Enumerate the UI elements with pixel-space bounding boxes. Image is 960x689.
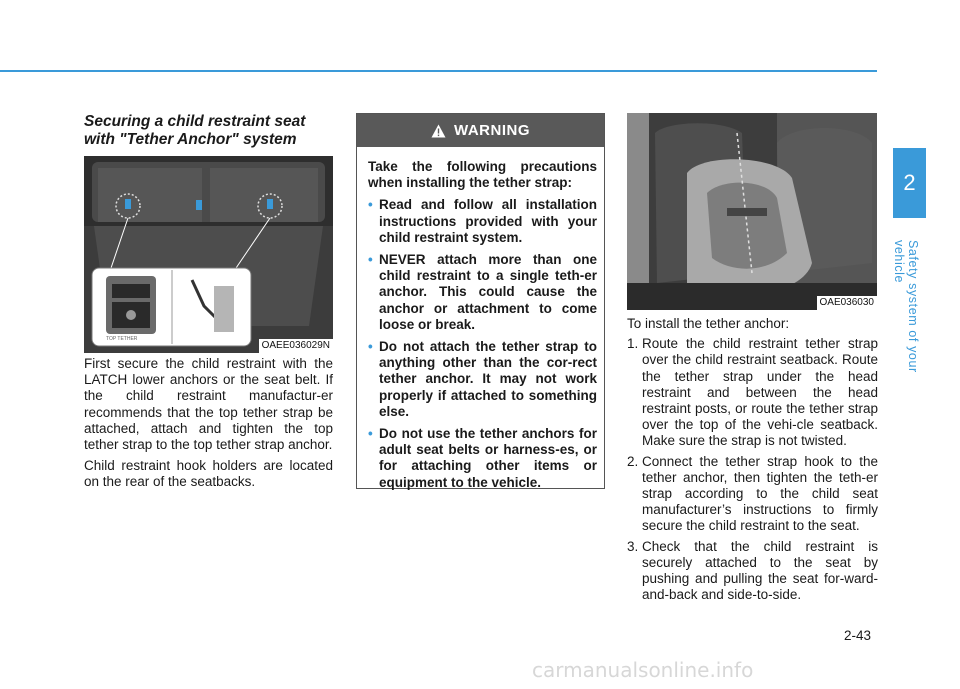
install-step: 1. Route the child restraint tether strap over the child restraint seatback. Route the tether strap under the head restraint and between the head restraint posts, or route the tether strap over the top of the vehi-cle seatback. Make sure the strap is not twisted.: [627, 336, 878, 449]
right-column-text: [627, 316, 878, 607]
chapter-label: Safety system of your vehicle: [892, 240, 920, 373]
warning-item: • Do not attach the tether strap to anything other than the cor-rect tether anchor. It may not work properly if attached to something else.: [368, 339, 597, 419]
bullet-icon: •: [368, 426, 373, 442]
site-watermark: carmanualsonline.info: [532, 658, 754, 682]
intro-paragraph: First secure the child restraint with the LATCH lower anchors or the seat belt. If the child restraint manufactur-er recommends that the top tether strap be attached, attach and tighten the top tether strap to the top tether strap anchor.: [84, 356, 333, 453]
page-number: 2-43: [844, 628, 872, 643]
warning-item: • Do not use the tether anchors for adult seat belts or harness-es, or for attaching other items or equipment to the vehicle.: [368, 426, 597, 490]
warning-item: • NEVER attach more than one child restraint to a single teth-er anchor. This could cause the anchor or attachment to come loose or break.: [368, 252, 597, 332]
section-title: Securing a child restraint seat with "Tether Anchor" system: [84, 113, 306, 148]
warning-header: [357, 114, 604, 147]
warning-triangle-icon: [431, 124, 446, 138]
child-seat-photo: [627, 113, 877, 310]
warning-intro: Take the following precautions when installing the tether strap:: [368, 159, 597, 191]
warning-label: WARNING: [454, 122, 530, 139]
bullet-icon: •: [368, 339, 373, 355]
trunk-photo-code: OAEE036029N: [259, 339, 333, 353]
install-steps: [627, 336, 878, 603]
left-column-text: [84, 356, 333, 496]
warning-box: [356, 113, 605, 489]
warning-item: • Read and follow all installation instructions provided with your child restraint system.: [368, 197, 597, 245]
trunk-anchor-photo: [84, 156, 333, 353]
install-step: 3. Check that the child restraint is securely attached to the seat by pushing and pulling the seat for-ward-and-back and side-to-side.: [627, 538, 878, 603]
seat-photo-code: OAE036030: [817, 296, 878, 310]
bullet-icon: •: [368, 197, 373, 213]
warning-list: [368, 197, 597, 490]
bullet-icon: •: [368, 252, 373, 268]
trunk-illustration: [84, 156, 333, 353]
header-rule: [0, 70, 877, 72]
chapter-tab[interactable]: 2: [893, 148, 926, 218]
warning-body: [357, 147, 604, 491]
install-lead: To install the tether anchor:: [627, 316, 790, 331]
holder-paragraph: Child restraint hook holders are located on the rear of the seatbacks.: [84, 458, 333, 490]
top-tether-tag: TOP TETHER: [106, 336, 138, 342]
child-seat-illustration: [627, 113, 877, 310]
install-step: 2. Connect the tether strap hook to the tether anchor, then tighten the teth-er strap according to the child seat manufacturer’s instructions to firmly secure the child restraint to the seat.: [627, 453, 878, 534]
